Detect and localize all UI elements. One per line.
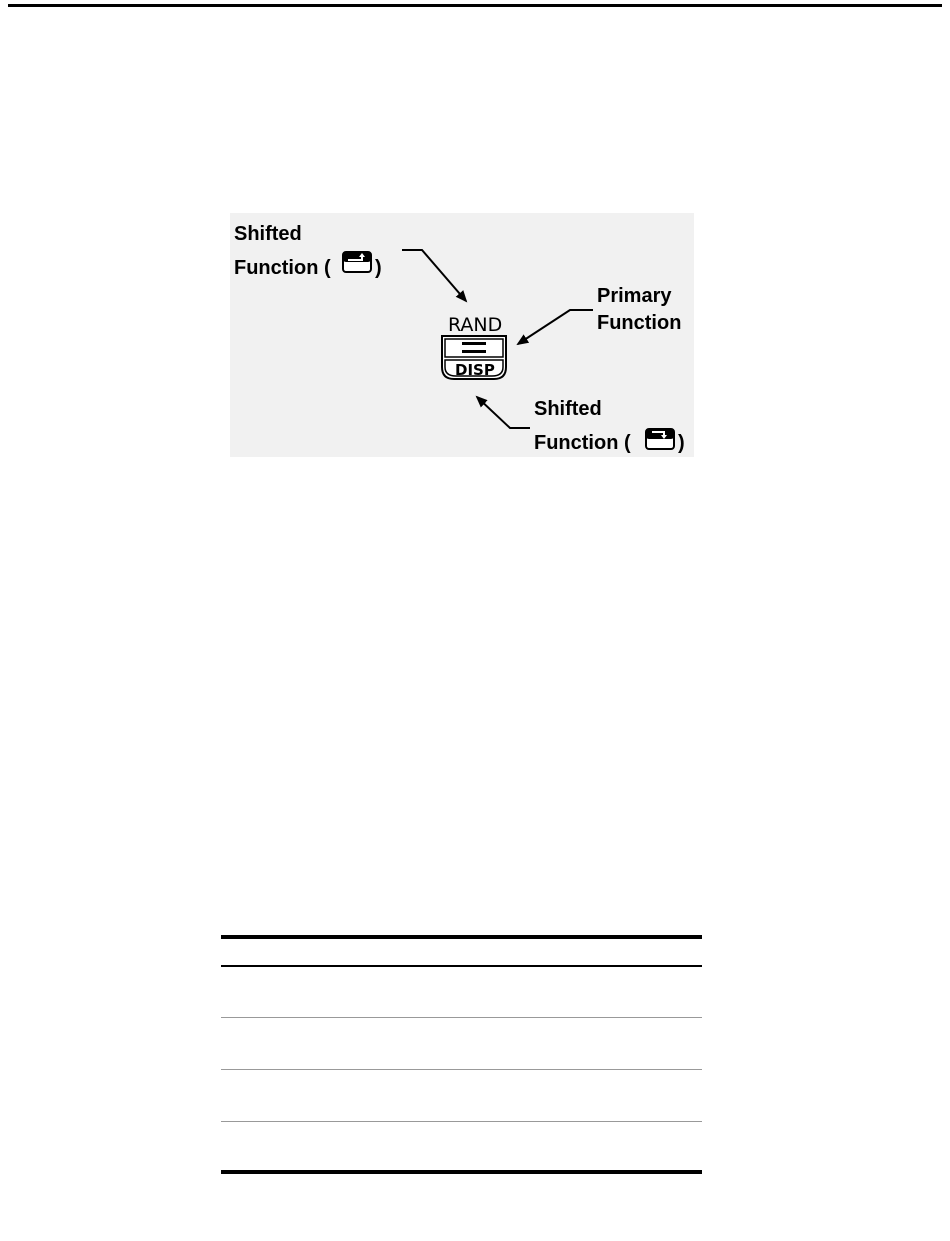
key-bottom-label: DISP — [455, 361, 495, 379]
svg-text:Function ( — [234, 257, 331, 279]
shifted-left-label-suffix: ) — [375, 257, 382, 279]
primary-arrow — [518, 310, 593, 344]
shifted-right-arrow — [477, 397, 530, 428]
shifted-left-label-line1: Shifted — [234, 223, 302, 245]
shifted-right-label-prefix: Function ( — [534, 432, 631, 454]
primary-label-line1: Primary — [597, 285, 672, 307]
shifted-left-label-prefix: Function ( — [234, 257, 331, 279]
table-row-divider — [221, 1121, 702, 1122]
left-shift-key-icon — [343, 252, 371, 272]
key-shifted-label: RAND — [448, 314, 503, 336]
table-row-divider — [221, 1069, 702, 1070]
table-row-divider — [221, 1017, 702, 1018]
shifted-right-label-suffix: ) — [678, 432, 685, 454]
table-bottom-rule — [221, 1170, 702, 1174]
shifted-left-arrow — [402, 250, 466, 301]
table-header-rule — [221, 965, 702, 967]
page-top-rule — [8, 4, 942, 7]
primary-label-line2: Function — [597, 312, 682, 334]
equals-key — [442, 336, 506, 379]
table-top-rule — [221, 935, 702, 939]
shifted-right-label-line1: Shifted — [534, 398, 602, 420]
key-function-diagram — [230, 213, 694, 457]
right-shift-key-icon — [646, 429, 674, 449]
